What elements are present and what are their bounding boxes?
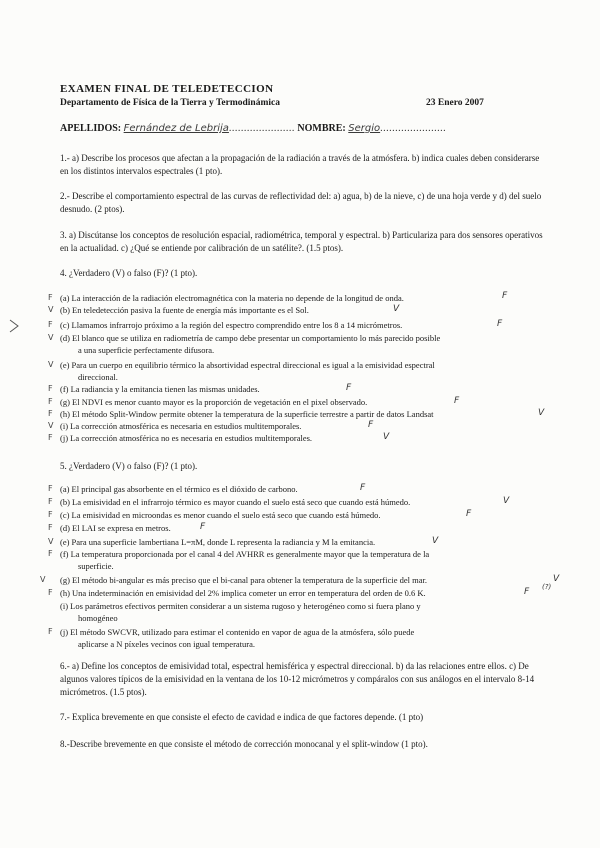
mark-q5-g-right: V xyxy=(553,574,560,584)
q4-item-a: (a) La interacción de la radiación electromagnética con la materia no depende de la longitud de onda. xyxy=(60,293,404,303)
q5-item-g: (g) El método bi-angular es más preciso que el bi-canal para obtener la temperatura de la superficie del mar. xyxy=(60,575,427,585)
exam-date: 23 Enero 2007 xyxy=(426,98,484,108)
mark-q4-f-left: F xyxy=(48,384,53,393)
q4-item-h: (h) El método Split-Window permite obtener la temperatura de la superficie terrestre a partir de datos Landsat xyxy=(60,409,434,419)
mark-q4-d-left: V xyxy=(48,333,54,342)
q5-item-i-cont: homogéneo xyxy=(78,613,118,623)
question-8: 8.-Describe brevemente en que consiste el método de corrección monocanal y el split-window (1 pto). xyxy=(60,739,428,749)
mark-q5-b-left: F xyxy=(48,497,53,506)
dots-2: ...................... xyxy=(380,123,447,134)
q5-item-f: (f) La temperatura proporcionada por el canal 4 del AVHRR es generalmente mayor que la temperatura de la xyxy=(60,549,430,559)
mark-q4-i-right: F xyxy=(368,420,374,430)
q5-item-j: (j) El método SWCVR, utilizado para estimar el contenido en vapor de agua de la atmósfera, sólo puede xyxy=(60,627,415,637)
mark-q4-b-left: V xyxy=(48,305,54,314)
mark-q4-e-left: V xyxy=(48,360,54,369)
question-6: 6.- a) Define los conceptos de emisividad total, espectral hemisférica y espectral direccional. b) da las relaciones entre ellos. c) De algunos valores típicos de la emisividad en la ventana de los 10-12 micrómetros y compáralos con sus análogos en el intervalo 8-14 micrómetros. (1.5 ptos). xyxy=(60,661,535,697)
mark-q5-d-left: F xyxy=(48,523,53,532)
mark-q5-e-right: V xyxy=(432,536,439,546)
apellidos-value: Fernández de Lebrija xyxy=(123,123,229,134)
q5-item-j-cont: aplicarse a N píxeles vecinos con igual temperatura. xyxy=(78,639,256,649)
mark-q4-a-right: F xyxy=(502,291,508,301)
dots-1: ...................... xyxy=(228,123,295,134)
mark-q4-c-right: F xyxy=(497,319,503,329)
mark-q5-h-right: F xyxy=(524,587,530,597)
mark-q4-j-right: V xyxy=(383,432,390,442)
handwritten-bracket-icon xyxy=(8,318,24,338)
q4-item-g: (g) El NDVI es menor cuanto mayor es la proporción de vegetación en el pixel observado. xyxy=(60,397,368,407)
mark-q5-c-left: F xyxy=(48,510,53,519)
question-1: 1.- a) Describe los procesos que afectan a la propagación de la radiación a través de la atmósfera. b) indica cuales deben considerarse en los distintos intervalos espectrales (1 pto). xyxy=(60,153,540,176)
mark-q5-h-left: F xyxy=(48,588,53,597)
q5-item-e: (e) Para una superficie lambertiana L=πM, donde L representa la radiancia y M la emitancia. xyxy=(60,537,376,547)
mark-q5-b-right: V xyxy=(503,496,510,506)
q4-item-c: (c) Llamamos infrarrojo próximo a la región del espectro comprendido entre los 8 a 14 micrómetros. xyxy=(60,320,403,330)
mark-q4-f-right: F xyxy=(346,383,352,393)
mark-q5-h-note: (?) xyxy=(542,583,552,591)
q4-item-d: (d) El blanco que se utiliza en radiometría de campo debe presentar un comportamiento lo más parecido posible xyxy=(60,333,441,343)
q4-item-b: (b) En teledetección pasiva la fuente de energía más importante es el Sol. xyxy=(60,305,309,315)
q5-item-a: (a) El principal gas absorbente en el térmico es el dióxido de carbono. xyxy=(60,484,298,494)
name-row xyxy=(60,123,446,134)
mark-q4-c-left: F xyxy=(48,320,53,329)
question-5-title: 5. ¿Verdadero (V) o falso (F)? (1 pto). xyxy=(60,461,198,471)
mark-q4-h-left: F xyxy=(48,409,53,418)
q4-item-e-cont: direccional. xyxy=(78,372,118,382)
mark-q5-a-right: F xyxy=(360,483,366,493)
mark-q4-a-left: F xyxy=(48,293,53,302)
question-2: 2.- Describe el comportamiento espectral de las curvas de reflectividad del: a) agua, b) de la nieve, c) de una hoja verde y d) del suelo desnudo. (2 ptos). xyxy=(60,191,542,214)
mark-q5-c-right: F xyxy=(466,509,472,519)
department: Departamento de Física de la Tierra y Termodinámica xyxy=(60,98,280,108)
mark-q4-j-left: F xyxy=(48,433,53,442)
exam-title: EXAMEN FINAL DE TELEDETECCION xyxy=(60,83,274,95)
question-4-title: 4. ¿Verdadero (V) o falso (F)? (1 pto). xyxy=(60,268,198,278)
q5-item-f-cont: superficie. xyxy=(78,561,114,571)
q4-item-f: (f) La radiancia y la emitancia tienen las mismas unidades. xyxy=(60,384,260,394)
q4-item-d-cont: a una superficie perfectamente difusora. xyxy=(78,345,215,355)
mark-q5-a-left: F xyxy=(48,484,53,493)
q4-item-j: (j) La corrección atmosférica no es necesaria en estudios multitemporales. xyxy=(60,433,313,443)
mark-q5-j-left: F xyxy=(48,627,53,636)
question-3: 3. a) Discútanse los conceptos de resolución espacial, radiométrica, temporal y espectral. b) Particulariza para dos sensores operativos en la actualidad. c) ¿Qué se entiende por calibración de un satélite?. (1.5 ptos). xyxy=(60,230,543,253)
nombre-label: NOMBRE: xyxy=(297,123,346,134)
q5-item-b: (b) La emisividad en el infrarrojo térmico es mayor cuando el suelo está seco que cuando está húmedo. xyxy=(60,497,411,507)
apellidos-label: APELLIDOS: xyxy=(60,123,122,134)
q4-item-i: (i) La corrección atmosférica es necesaria en estudios multitemporales. xyxy=(60,421,302,431)
mark-q5-g-left: V xyxy=(40,575,46,584)
question-7: 7.- Explica brevemente en que consiste el efecto de cavidad e indica de que factores depende. (1 pto) xyxy=(60,712,424,722)
mark-q4-i-left: V xyxy=(48,421,54,430)
mark-q4-b-right: V xyxy=(393,304,400,314)
mark-q5-f-left: F xyxy=(48,549,53,558)
nombre-value: Sergio xyxy=(348,123,381,134)
q5-item-c: (c) La emisividad en microondas es menor cuando el suelo está seco que cuando está húmedo. xyxy=(60,510,381,520)
mark-q4-g-right: F xyxy=(454,396,460,406)
q5-item-h: (h) Una indeterminación en emisividad del 2% implica cometer un error en temperatura del orden de 0.6 K. xyxy=(60,588,426,598)
mark-q5-d-right: F xyxy=(200,522,206,532)
mark-q5-e-left: V xyxy=(48,537,54,546)
q5-item-d: (d) El LAI se expresa en metros. xyxy=(60,523,171,533)
q4-item-e: (e) Para un cuerpo en equilibrio térmico la absortividad espectral direccional es igual a la emisividad espectral xyxy=(60,360,435,370)
mark-q4-h-right: V xyxy=(538,408,545,418)
mark-q4-g-left: F xyxy=(48,397,53,406)
q5-item-i: (i) Los parámetros efectivos permiten considerar a un sistema rugoso y heterogéneo como si fuera plano y xyxy=(60,601,421,611)
